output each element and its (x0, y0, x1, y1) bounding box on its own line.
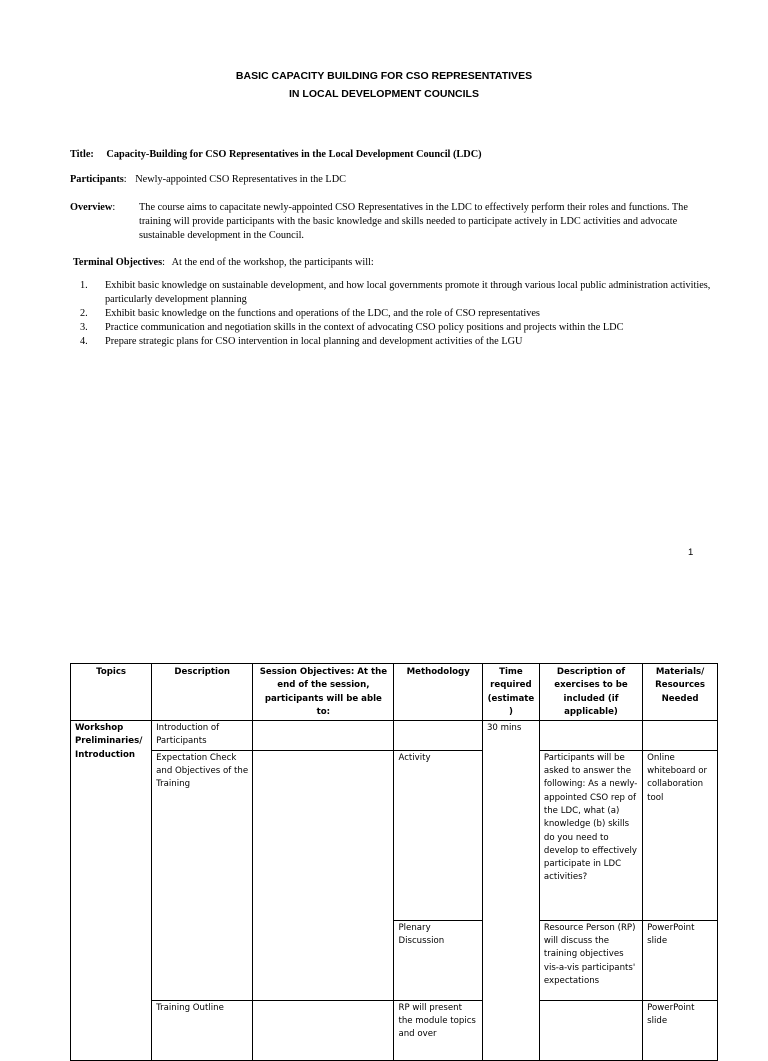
document-heading (0, 67, 768, 103)
description-cell: Introduction of Participants (152, 721, 253, 751)
materials-cell: PowerPoint slide (643, 920, 718, 1000)
methodology-cell: RP will present the module topics and over (394, 1000, 483, 1060)
objective-number: 1. (80, 280, 88, 291)
exercises-cell: Participants will be asked to answer the following: As a newly-appointed CSO rep of the LDC, what (a) knowledge (b) skills do you need to develop to effectively participate in LDC activities? (539, 750, 642, 920)
objectives-cell (253, 1000, 394, 1060)
page-number: 1 (688, 547, 694, 558)
header-methodology: Methodology (394, 664, 483, 721)
table-row (71, 750, 718, 920)
title-value: Capacity-Building for CSO Representatives in the Local Development Council (LDC) (106, 149, 482, 160)
exercises-cell: Resource Person (RP) will discuss the training objectives vis-a-vis participants' expectations (539, 920, 642, 1000)
objectives-cell (253, 721, 394, 751)
heading-line-2: IN LOCAL DEVELOPMENT COUNCILS (289, 88, 479, 100)
description-cell: Expectation Check and Objectives of the Training (152, 750, 253, 1000)
materials-cell: PowerPoint slide (643, 1000, 718, 1060)
description-cell: Training Outline (152, 1000, 253, 1060)
objective-item (80, 335, 720, 349)
objective-item (80, 307, 720, 321)
heading-line-1: BASIC CAPACITY BUILDING FOR CSO REPRESENTATIVES (235, 70, 533, 82)
objectives-list (80, 279, 720, 349)
objective-text: Practice communication and negotiation skills in the context of advocating CSO policy positions and projects within the LDC (105, 322, 624, 333)
overview-text: The course aims to capacitate newly-appointed CSO Representatives in the LDC to effectively perform their roles and functions. The training will provide participants with the basic knowledge and skills needed to participate actively in LDC activities and advocate sustainable development in the Council. (139, 202, 688, 241)
objective-text: Exhibit basic knowledge on sustainable development, and how local governments promote it through various local public administration activities, particularly development planning (105, 280, 711, 305)
header-materials: Materials/ Resources Needed (643, 664, 718, 721)
table-row (71, 1000, 718, 1060)
objective-text: Exhibit basic knowledge on the functions and operations of the LDC, and the role of CSO representatives (105, 308, 540, 319)
objective-item (80, 321, 720, 335)
objective-number: 3. (80, 322, 88, 333)
objectives-cell (253, 750, 394, 1000)
materials-cell (643, 721, 718, 751)
header-exercises: Description of exercises to be included (if applicable) (539, 664, 642, 721)
objective-text: Prepare strategic plans for CSO intervention in local planning and development activities of the LGU (105, 336, 523, 347)
header-description: Description (152, 664, 253, 721)
materials-cell: Online whiteboard or collaboration tool (643, 750, 718, 920)
title-row (70, 148, 720, 162)
participants-label: Participants (70, 174, 124, 185)
title-label: Title: (70, 149, 94, 160)
methodology-cell (394, 721, 483, 751)
participants-value: Newly-appointed CSO Representatives in the LDC (135, 174, 346, 185)
header-topics: Topics (71, 664, 152, 721)
time-cell: 30 mins (482, 721, 539, 1061)
objective-item (80, 279, 720, 307)
overview-label-row: Overview: (70, 202, 116, 213)
methodology-cell: Plenary Discussion (394, 920, 483, 1000)
table-row (71, 721, 718, 751)
objective-number: 2. (80, 308, 88, 319)
header-time: Time required (estimate) (482, 664, 539, 721)
participants-row: Participants: Newly-appointed CSO Representatives in the LDC (70, 174, 346, 185)
table-header-row (71, 664, 718, 721)
overview-label: Overview (70, 202, 113, 213)
terminal-objectives-intro: At the end of the workshop, the participants will: (171, 257, 374, 268)
terminal-objectives-label: Terminal Objectives (73, 257, 163, 268)
methodology-cell: Activity (394, 750, 483, 920)
objective-number: 4. (80, 336, 88, 347)
terminal-objectives-row: Terminal Objectives: At the end of the workshop, the participants will: (73, 257, 374, 268)
header-session-objectives: Session Objectives: At the end of the session, participants will be able to: (253, 664, 394, 721)
exercises-cell (539, 1000, 642, 1060)
session-plan-table (70, 663, 718, 1061)
topic-cell: Workshop Preliminaries/ Introduction (71, 721, 152, 1061)
exercises-cell (539, 721, 642, 751)
